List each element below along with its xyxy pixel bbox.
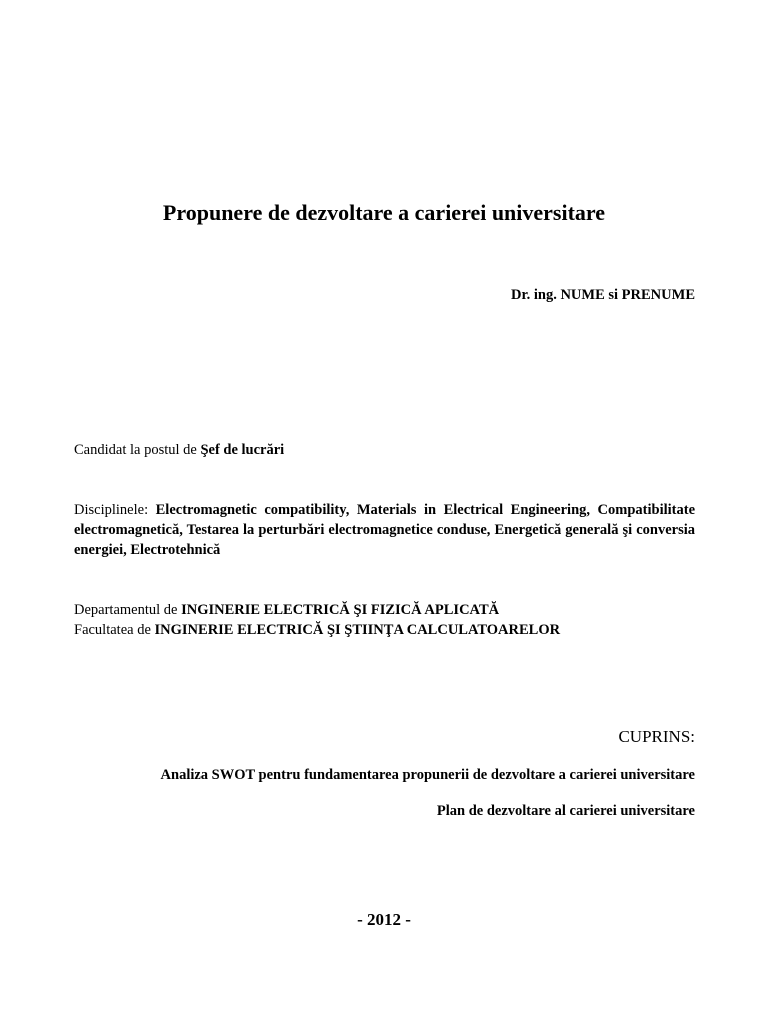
- candidate-line: [74, 440, 695, 460]
- affiliation-block: [74, 600, 695, 640]
- department-line: [74, 600, 695, 620]
- document-title: Propunere de dezvoltare a carierei universitare: [162, 200, 606, 225]
- document-year: - 2012 -: [357, 910, 411, 929]
- author-name: Dr. ing. NUME si PRENUME: [511, 287, 695, 303]
- disciplines-list: Electromagnetic compatibility, Materials in Electrical Engineering, Compatibilitate electromagnetică, Testarea la perturbări electromagnetice conduse, Energetică generală şi conversia energiei, Electrotehnică: [74, 502, 696, 558]
- faculty-line: [74, 620, 695, 640]
- department-name: INGINERIE ELECTRICĂ ŞI FIZICĂ APLICATĂ: [181, 602, 500, 618]
- department-label: Departamentul de: [74, 602, 182, 618]
- faculty-label: Facultatea de: [74, 622, 155, 638]
- disciplines-label: Disciplinele:: [74, 502, 156, 518]
- contents-item: Analiza SWOT pentru fundamentarea propunerii de dezvoltare a carierei universitare: [160, 767, 695, 783]
- faculty-name: INGINERIE ELECTRICĂ ŞI ŞTIINŢA CALCULATOARELOR: [154, 622, 561, 638]
- contents-heading: CUPRINS:: [618, 727, 695, 746]
- candidate-label: Candidat la postul de: [74, 442, 201, 458]
- contents-item: Plan de dezvoltare al carierei universitare: [436, 803, 695, 819]
- candidate-position: Şef de lucrări: [200, 442, 285, 458]
- disciplines-paragraph: [74, 500, 695, 560]
